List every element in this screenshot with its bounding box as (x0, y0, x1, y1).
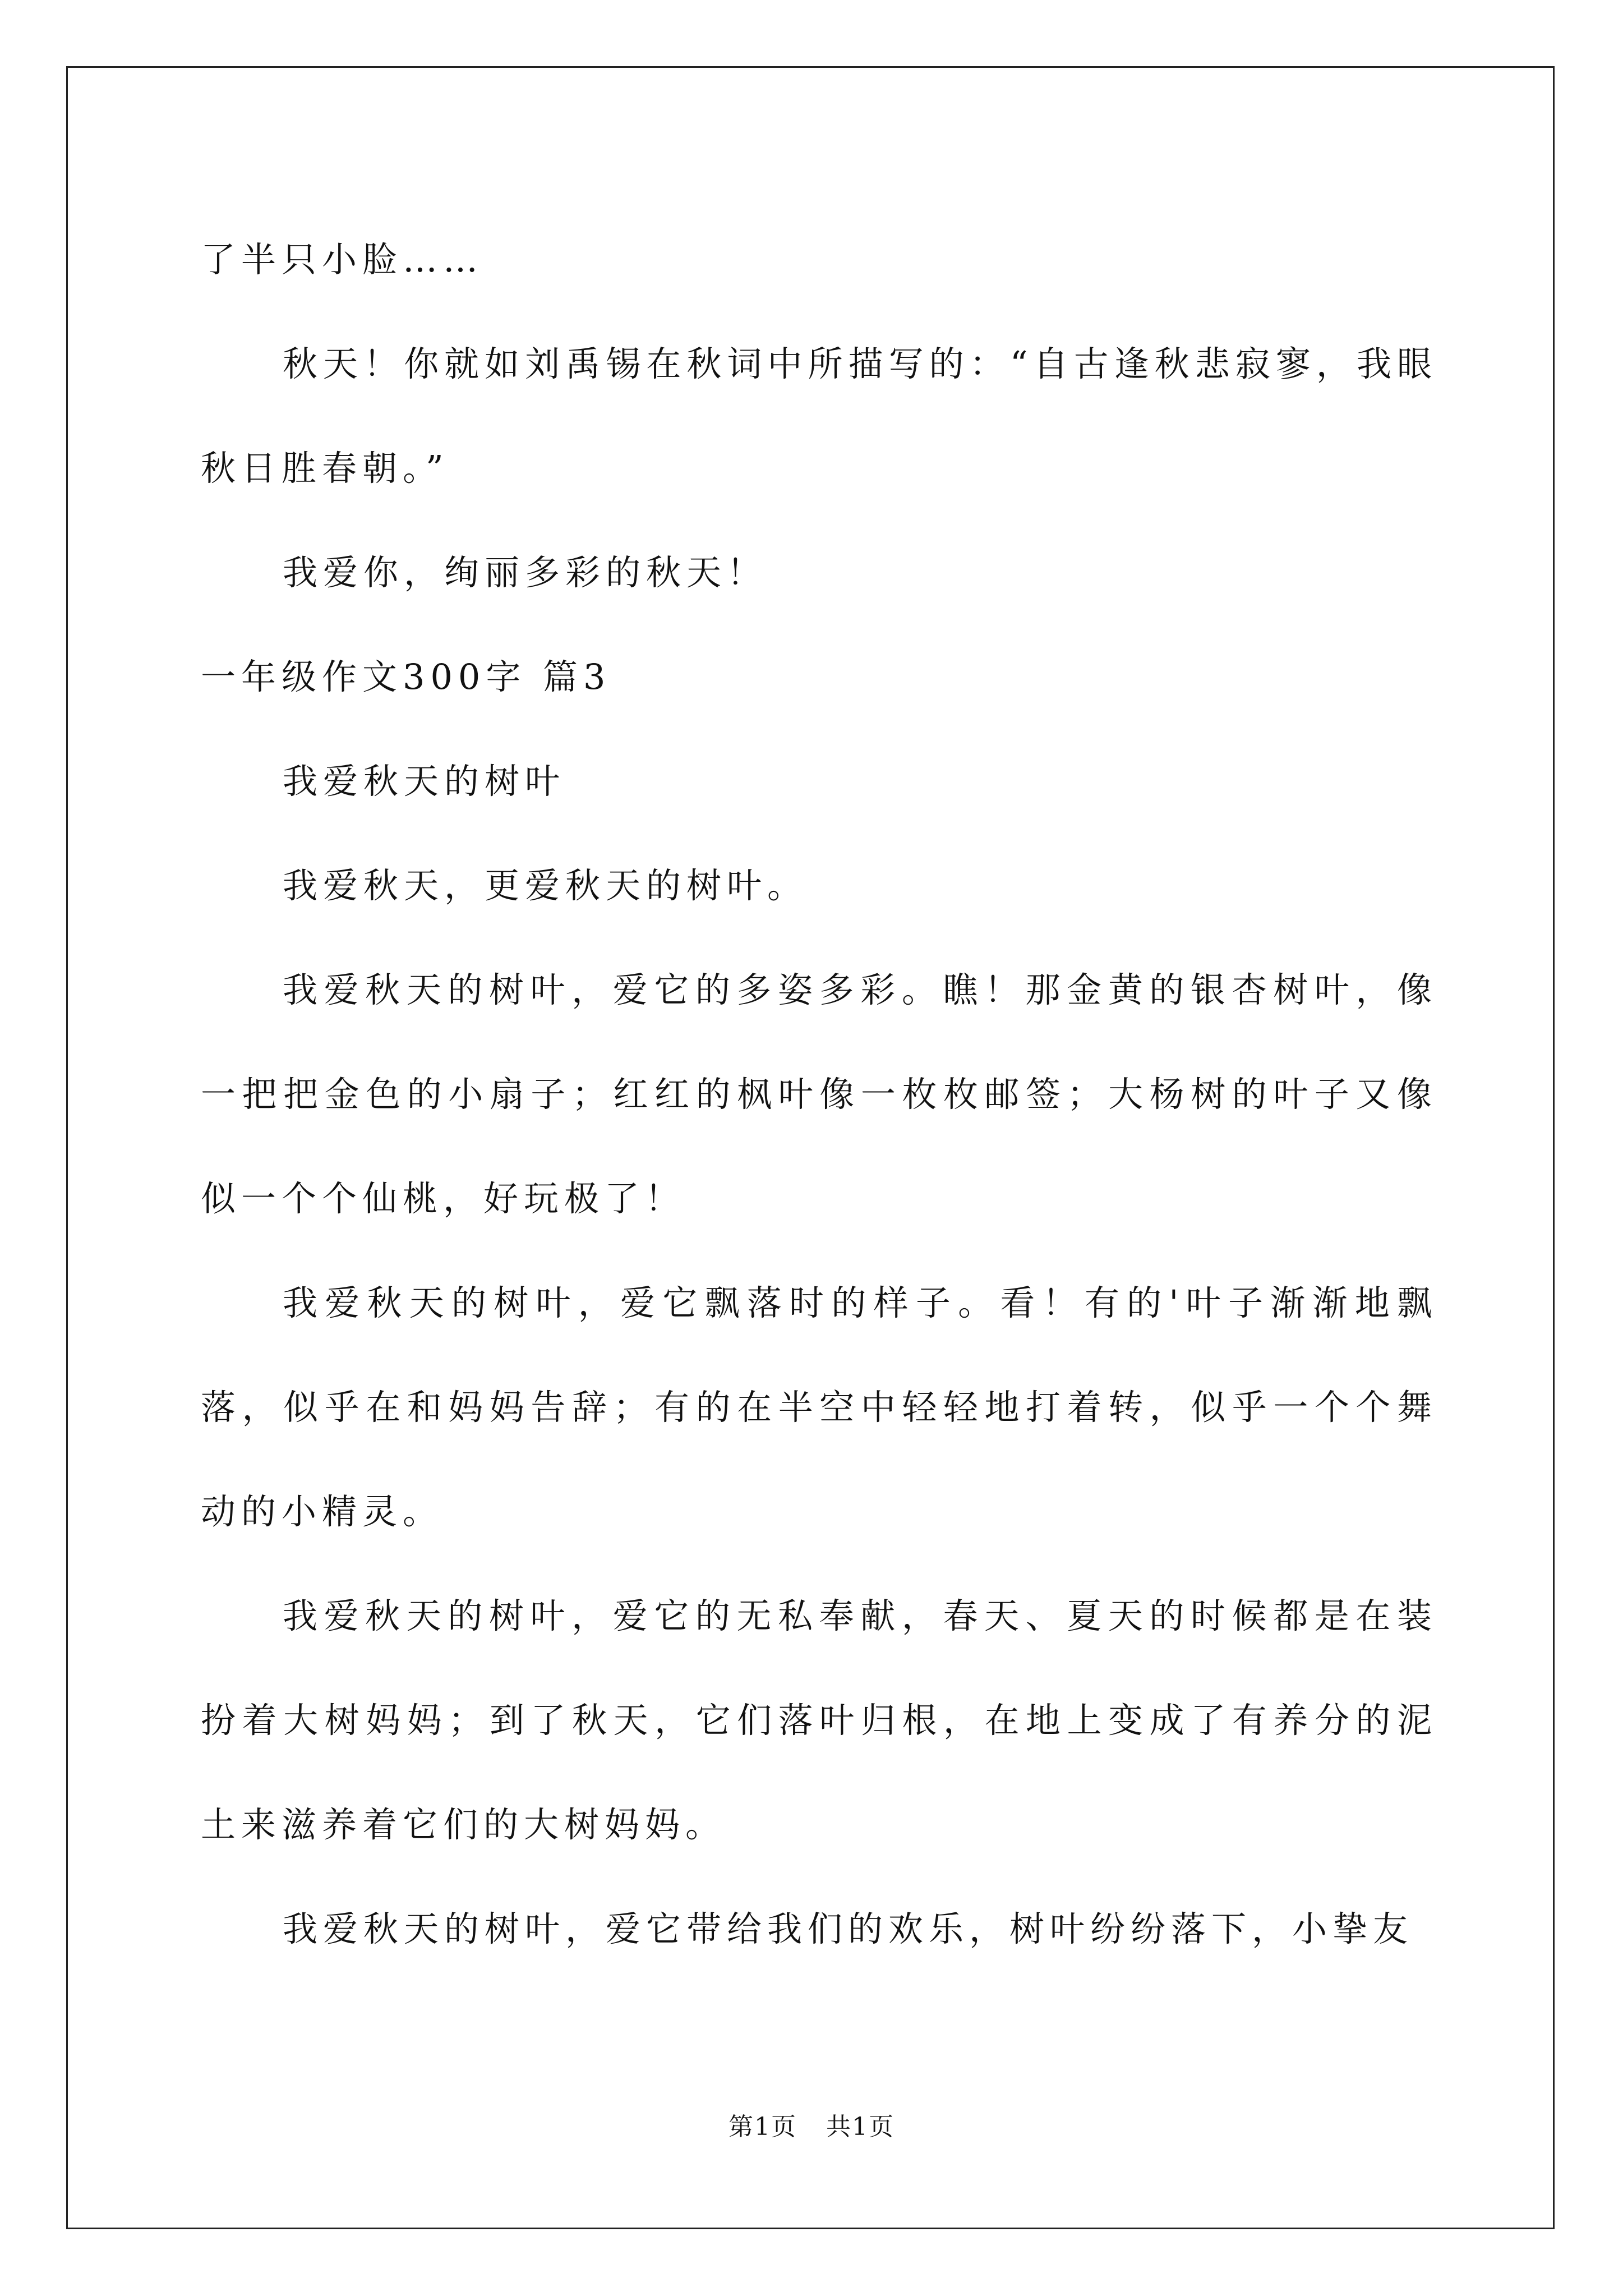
paragraph-love-autumn: 我爱你，绚丽多彩的秋天！ (283, 552, 768, 593)
paragraph-intro: 我爱秋天，更爱秋天的树叶。 (283, 865, 808, 906)
paragraph-dedication: 我爱秋天的树叶，爱它的无私奉献，春天、夏天的时候都是在装扮着大树妈妈；到了秋天，它们落叶归根，在地上变成了有养分的泥土来滋养着它们的大树妈妈。 (201, 1595, 1437, 1845)
total-pages-label: 共1页 (826, 2113, 895, 2141)
section-heading: 一年级作文300字 篇3 (201, 656, 611, 697)
paragraph-colors: 我爱秋天的树叶，爱它的多姿多彩。瞧！那金黄的银杏树叶，像一把把金色的小扇子；红红的枫叶像一枚枚邮签；大杨树的叶子又像似一个个仙桃，好玩极了！ (201, 969, 1437, 1219)
document-body (201, 208, 1437, 1981)
current-page-label: 第1页 (728, 2113, 797, 2141)
paragraph-poem-quote: 秋天！你就如刘禹锡在秋词中所描写的：“自古逢秋悲寂寥，我眼秋日胜春朝。” (201, 343, 1437, 489)
paragraph-falling: 我爱秋天的树叶，爱它飘落时的样子。看！有的'叶子渐渐地飘落，似乎在和妈妈告辞；有的在半空中轻轻地打着转，似乎一个个舞动的小精灵。 (201, 1282, 1437, 1532)
paragraph-joy: 我爱秋天的树叶，爱它带给我们的欢乐，树叶纷纷落下，小挚友 (283, 1908, 1414, 1949)
essay-title: 我爱秋天的树叶 (283, 761, 566, 802)
page-footer (0, 2106, 1623, 2142)
paragraph-continuation: 了半只小脸…… (201, 239, 484, 280)
